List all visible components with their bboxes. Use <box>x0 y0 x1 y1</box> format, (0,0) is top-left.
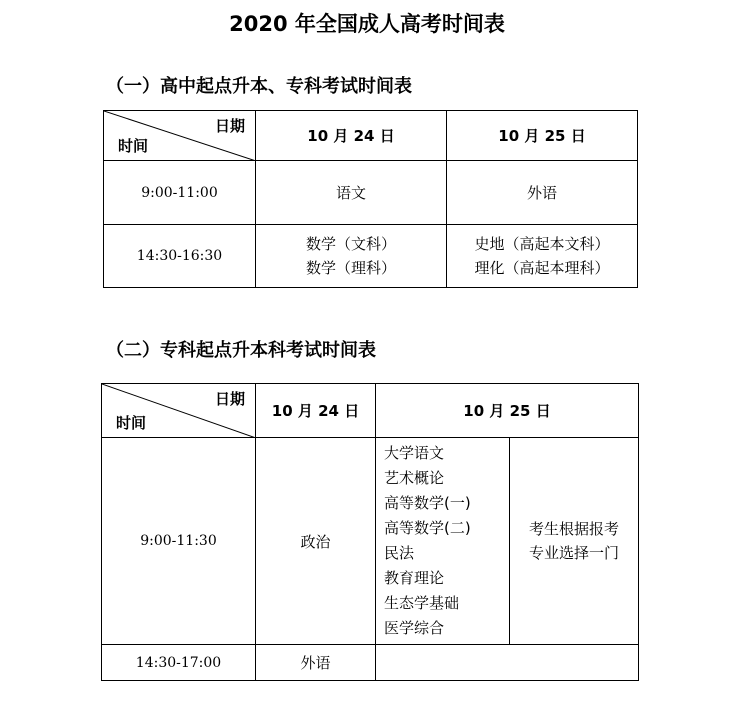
subject-line: 数学（理科） <box>305 259 396 277</box>
subject-cell <box>256 225 447 288</box>
time-cell: 14:30-17:00 <box>102 645 256 681</box>
date-axis-label: 日期 <box>214 390 245 408</box>
date-axis-label: 日期 <box>214 117 245 135</box>
time-cell: 9:00-11:00 <box>104 161 256 225</box>
subject-line: 理化（高起本理科） <box>474 259 610 277</box>
corner-header-cell <box>104 111 256 161</box>
subject-item: 生态学基础 <box>384 594 460 612</box>
subject-cell: 外语 <box>256 645 376 681</box>
subject-cell: 政治 <box>256 438 376 645</box>
note-cell <box>510 438 639 645</box>
subject-item: 民法 <box>384 544 415 562</box>
subject-cell <box>447 225 638 288</box>
page-title: 2020 年全国成人高考时间表 <box>229 12 505 36</box>
subject-item: 医学综合 <box>384 619 445 637</box>
column-header-day2: 10 月 25 日 <box>447 111 638 161</box>
time-axis-label: 时间 <box>118 137 149 155</box>
note-line: 考生根据报考 <box>529 520 620 538</box>
subject-item: 大学语文 <box>384 444 445 462</box>
subject-cell: 语文 <box>256 161 447 225</box>
note-line: 专业选择一门 <box>529 544 620 562</box>
time-cell: 14:30-16:30 <box>104 225 256 288</box>
schedule-table-1 <box>103 110 638 288</box>
subject-item: 教育理论 <box>384 569 445 587</box>
time-cell: 9:00-11:30 <box>102 438 256 645</box>
column-header-day1: 10 月 24 日 <box>256 111 447 161</box>
time-axis-label: 时间 <box>116 414 147 432</box>
subject-item: 高等数学(二) <box>384 519 471 537</box>
column-header-day2: 10 月 25 日 <box>376 384 639 438</box>
subject-item: 艺术概论 <box>384 469 445 487</box>
subject-item: 高等数学(一) <box>384 494 471 512</box>
subject-line: 史地（高起本文科） <box>474 235 610 253</box>
section-2-heading: （二）专科起点升本科考试时间表 <box>106 340 376 361</box>
subject-cell: 外语 <box>447 161 638 225</box>
subject-line: 数学（文科） <box>305 235 396 253</box>
column-header-day1: 10 月 24 日 <box>256 384 376 438</box>
subject-list-cell <box>376 438 510 645</box>
corner-header-cell <box>102 384 256 438</box>
schedule-table-2 <box>101 383 639 681</box>
empty-cell <box>376 645 639 681</box>
section-1-heading: （一）高中起点升本、专科考试时间表 <box>106 76 412 97</box>
